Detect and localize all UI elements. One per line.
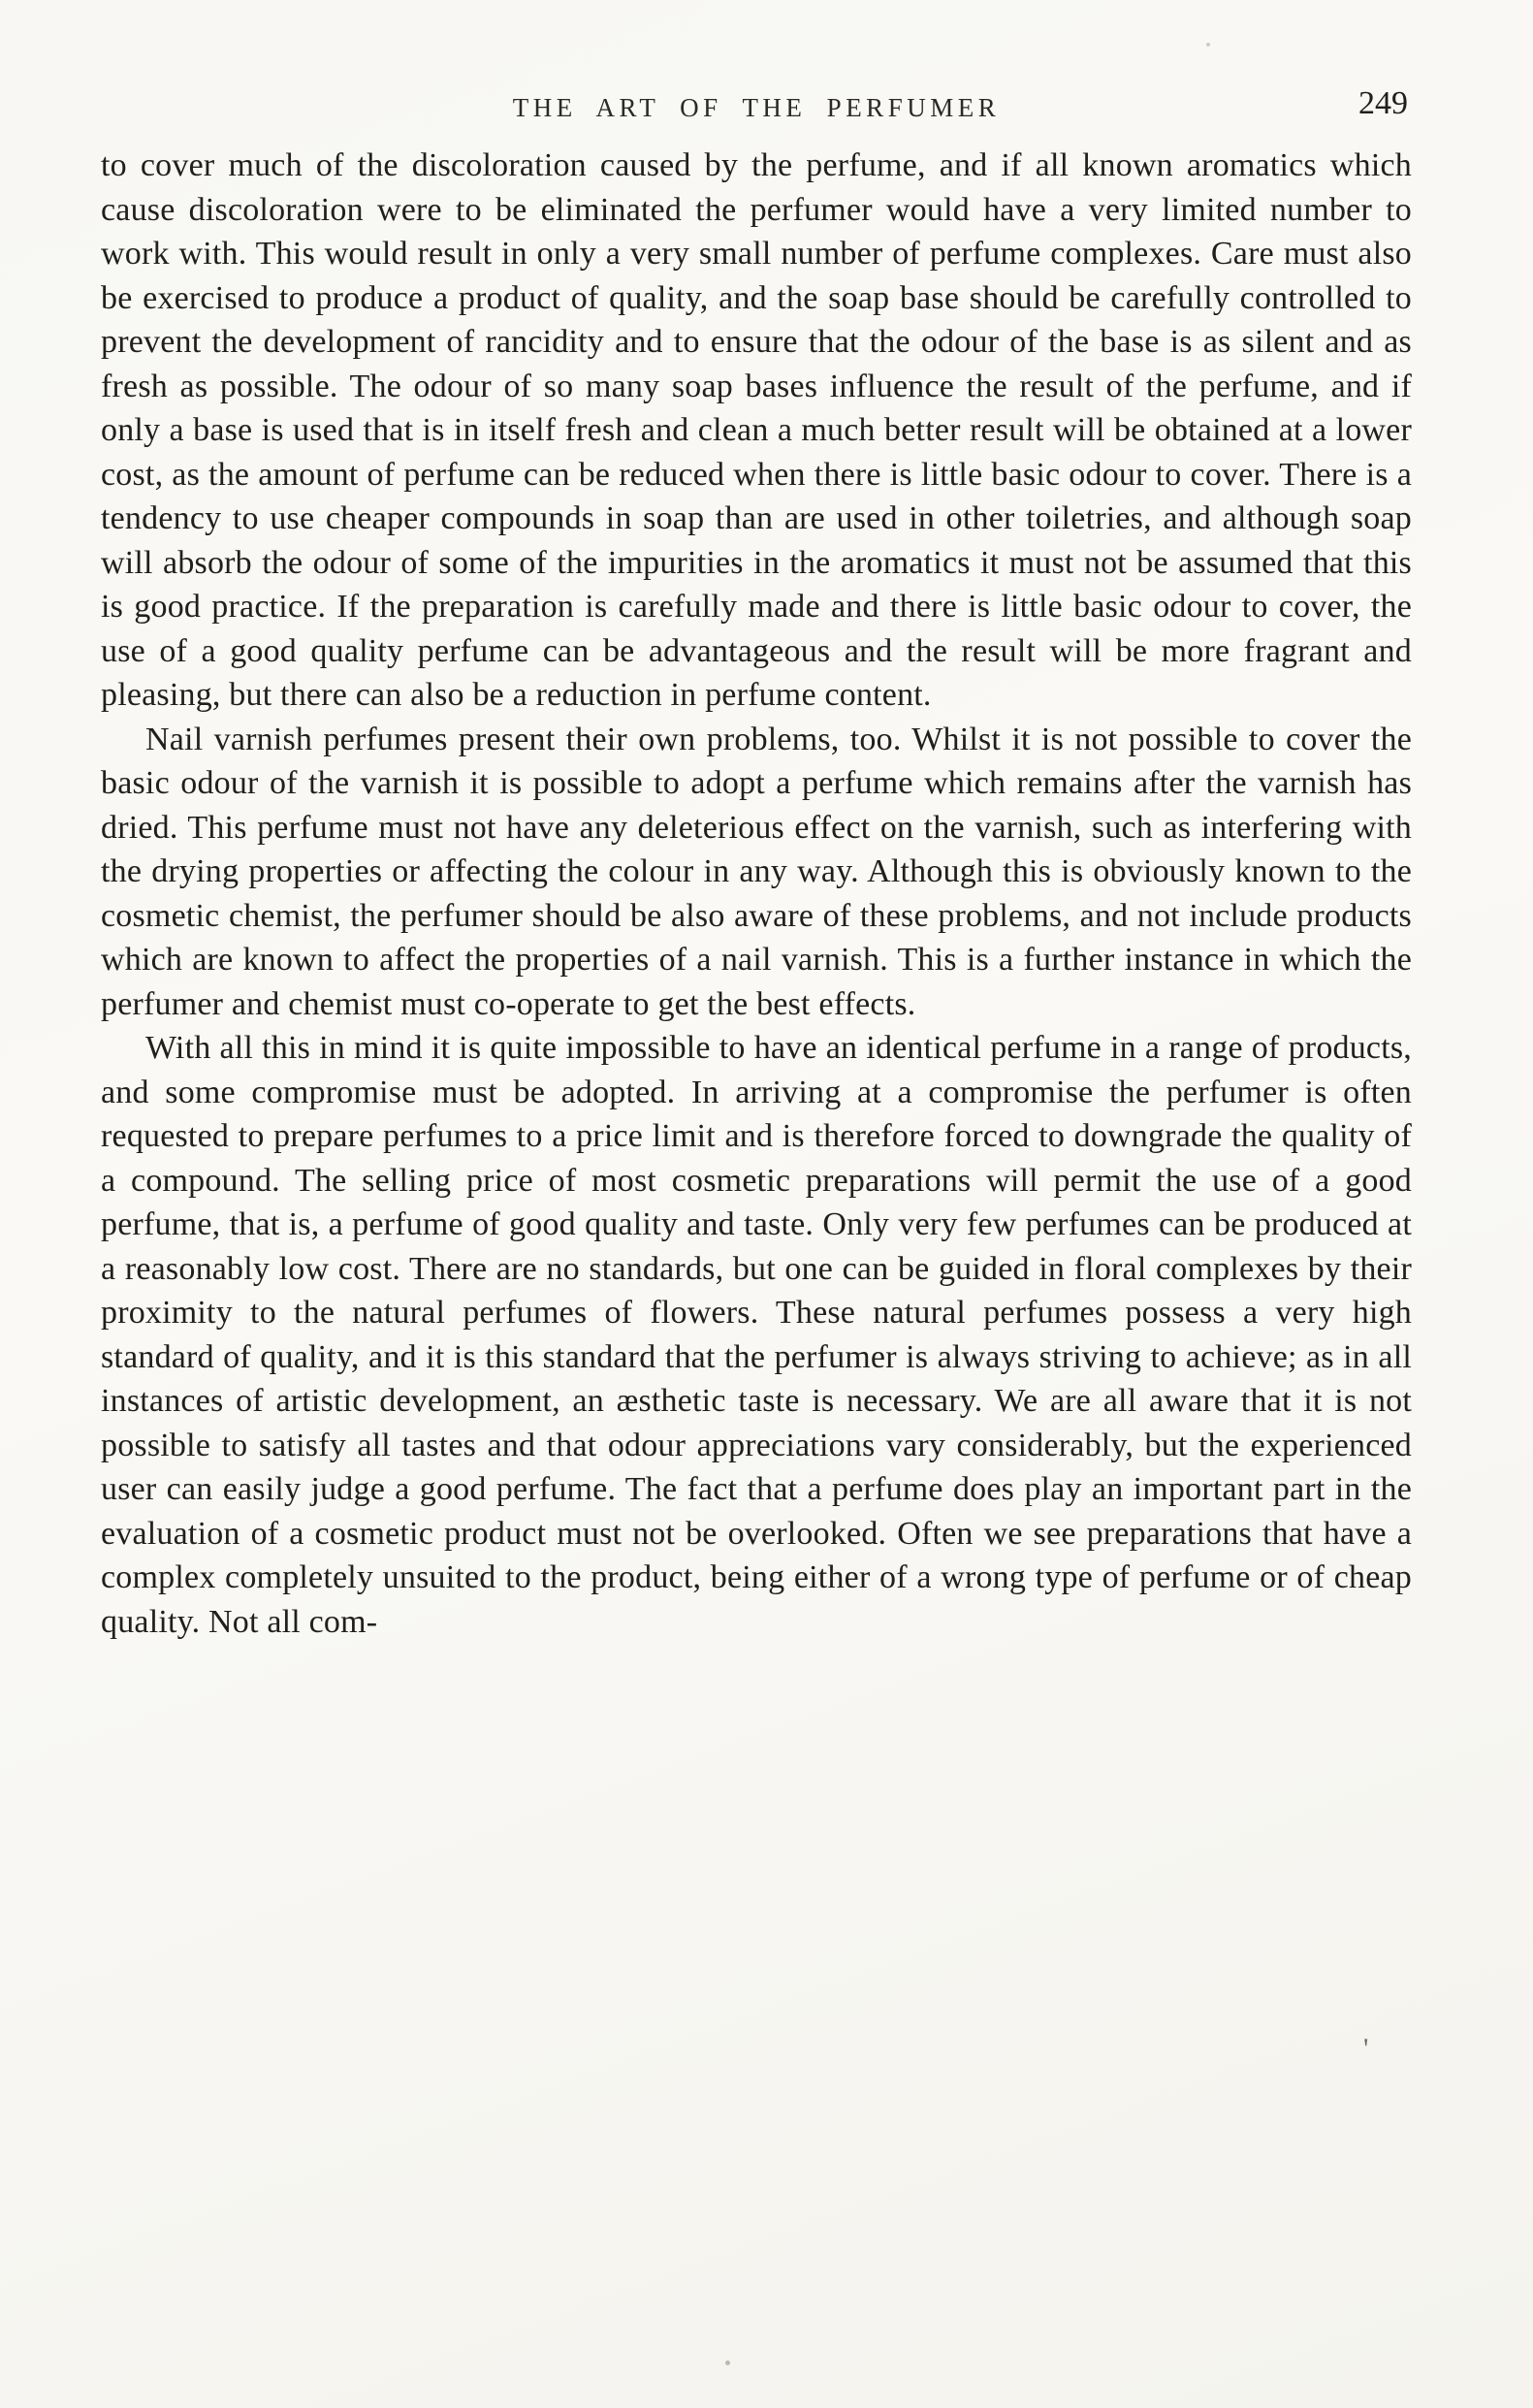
- paragraph-nail-varnish: Nail varnish perfumes present their own problems, too. Whilst it is not possible to cover the basic odour of the varnish it is possible to adopt a perfume which remains after the varnish has dried. This perfume must not have any deleterious effect on the varnish, such as interfering with the drying properties or affecting the colour in any way. Although this is obviously known to the cosmetic chemist, the perfumer should be also aware of these problems, and not include products which are known to affect the properties of a nail varnish. This is a further instance in which the perfumer and chemist must co-operate to get the best effects.: [101, 721, 1412, 1022]
- page-body: [101, 144, 1412, 1644]
- running-title: THE ART OF THE PERFUMER: [512, 93, 1001, 122]
- scan-artifact-mark: ': [1363, 2033, 1369, 2065]
- scan-artifact-speck: [725, 2360, 730, 2365]
- page-number: 249: [1358, 85, 1408, 121]
- paragraph-continuation: to cover much of the discoloration caused by the perfume, and if all known aromatics which cause discoloration were to be eliminated the perfumer would have a very limited number to work with. This would result in only a very small number of perfume complexes. Care must also be exercised to produce a product of quality, and the soap base should be carefully controlled to prevent the development of rancidity and to ensure that the odour of the base is as silent and as fresh as possible. The odour of so many soap bases influence the result of the perfume, and if only a base is used that is in itself fresh and clean a much better result will be obtained at a lower cost, as the amount of perfume can be reduced when there is little basic odour to cover. There is a tendency to use cheaper compounds in soap than are used in other toiletries, and although soap will absorb the odour of some of the impurities in the aromatics it must not be assumed that this is good practice. If the preparation is carefully made and there is little basic odour to cover, the use of a good quality perfume can be advantageous and the result will be more fragrant and pleasing, but there can also be a reduction in perfume content.: [101, 147, 1412, 713]
- paragraph-compromise: With all this in mind it is quite impossible to have an identical perfume in a range of products, and some compromise must be adopted. In arriving at a compromise the perfumer is often requested to prepare perfumes to a price limit and is therefore forced to downgrade the quality of a compound. The selling price of most cosmetic preparations will permit the use of a good perfume, that is, a perfume of good quality and taste. Only very few perfumes can be produced at a reasonably low cost. There are no standards, but one can be guided in floral complexes by their proximity to the natural perfumes of flowers. These natural perfumes possess a very high standard of quality, and it is this standard that the perfumer is always striving to achieve; as in all instances of artistic development, an æsthetic taste is necessary. We are all aware that it is not possible to satisfy all tastes and that odour appreciations vary considerably, but the experienced user can easily judge a good perfume. The fact that a perfume does play an important part in the evaluation of a cosmetic product must not be overlooked. Often we see preparations that have a complex completely unsuited to the product, being either of a wrong type of perfume or of cheap quality. Not all com-: [101, 1030, 1412, 1640]
- scan-artifact-speck: [1206, 43, 1210, 47]
- page-header: [101, 85, 1412, 130]
